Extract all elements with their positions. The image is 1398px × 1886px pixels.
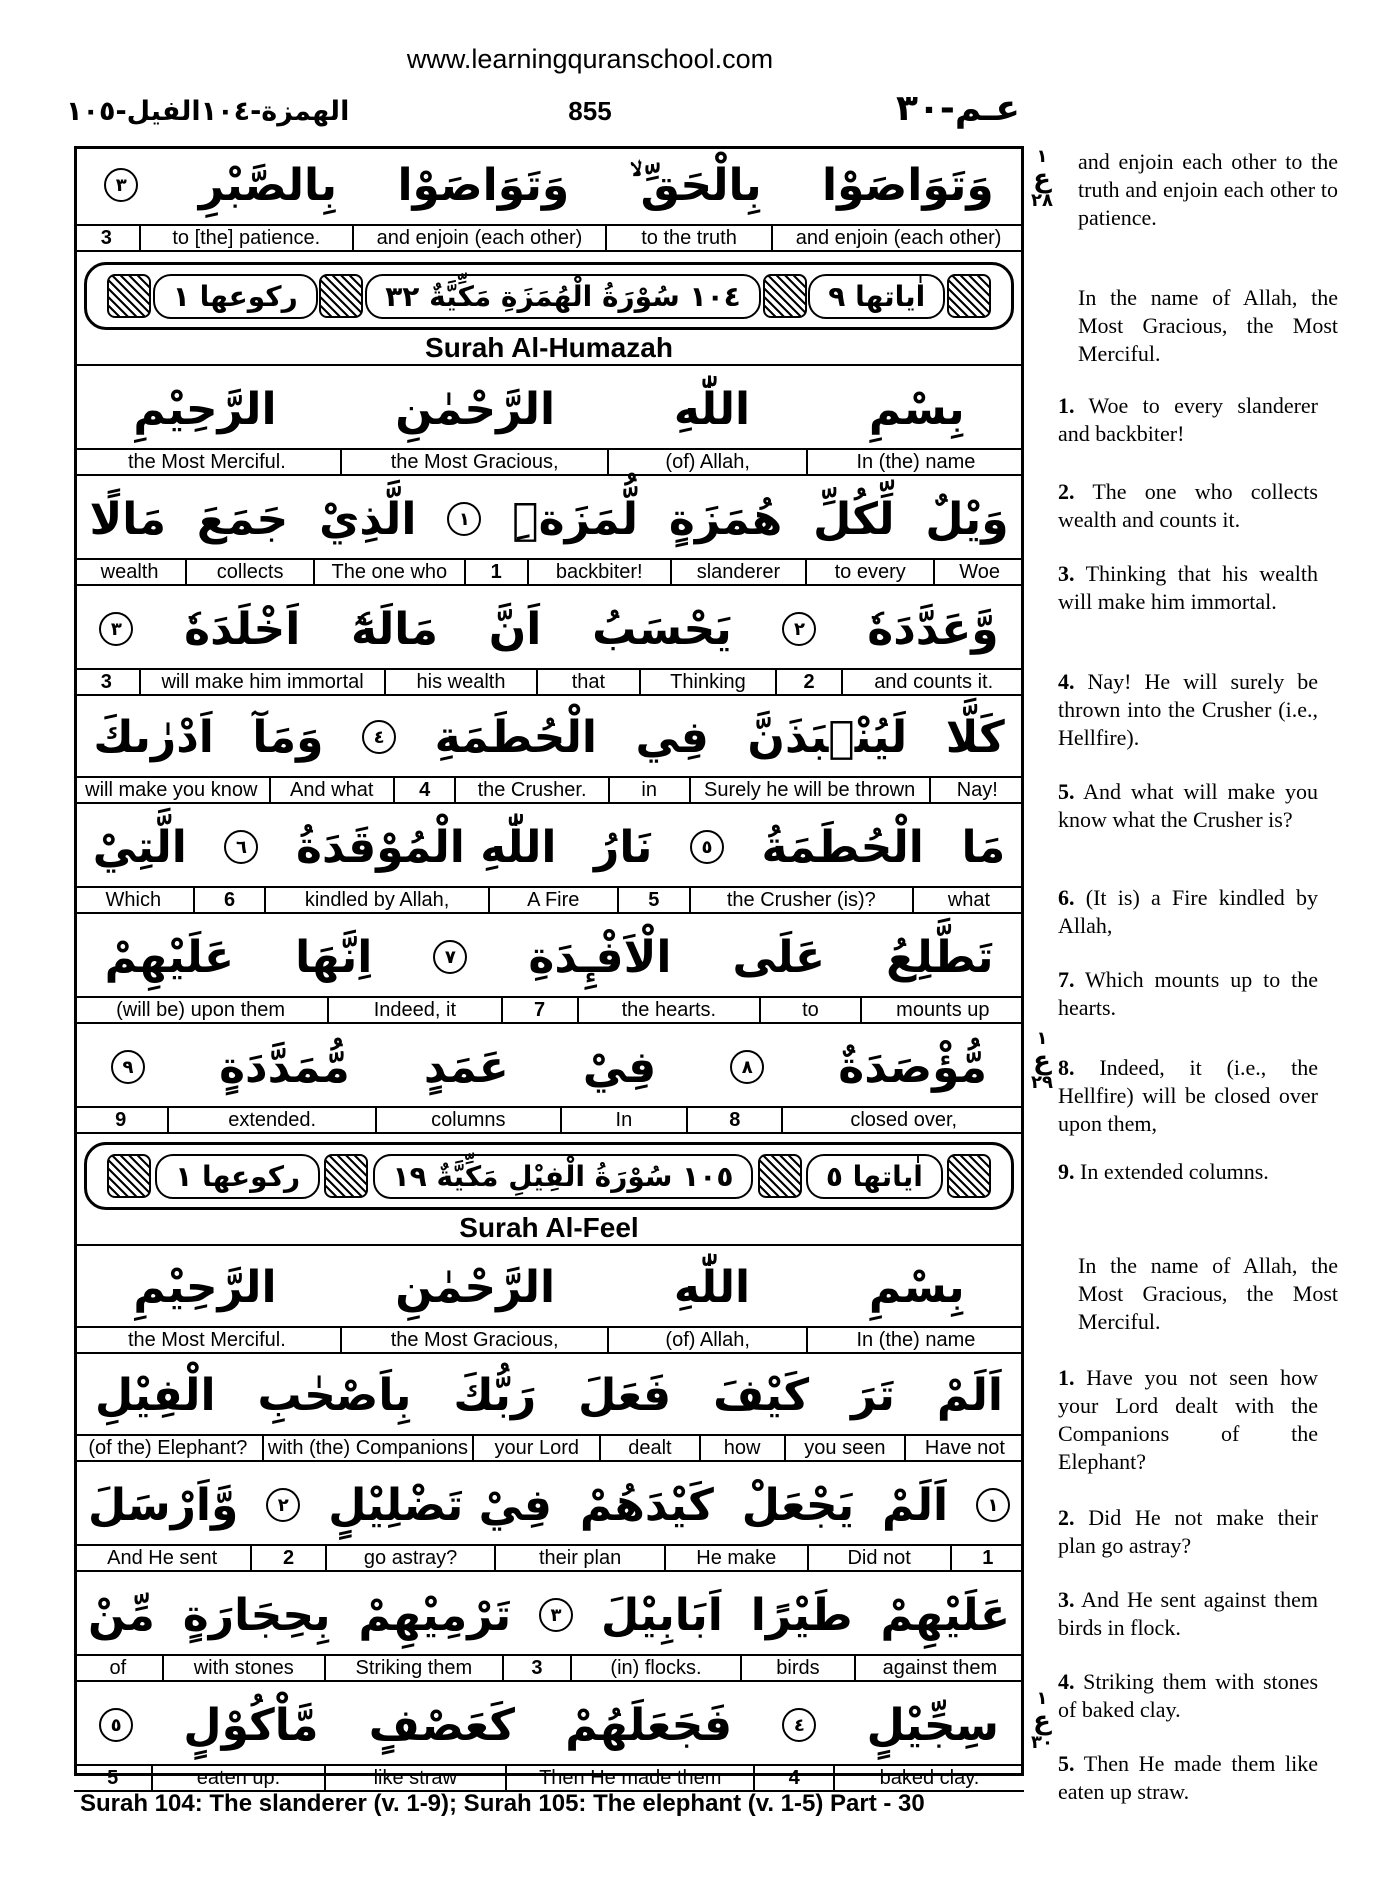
translation-paragraph	[1058, 884, 1318, 940]
english-word: (of the) Elephant?	[88, 1436, 248, 1459]
arabic-word: الْفِيْلِ	[95, 1369, 216, 1421]
translation-paragraph	[1058, 1750, 1318, 1806]
arabic-word: تَرَ	[851, 1369, 895, 1421]
arabic-row	[74, 698, 1024, 776]
arabic-word: عَمَدٍ	[423, 1041, 509, 1093]
english-word: mounts up	[860, 998, 1024, 1022]
english-word: (in) flocks.	[570, 1656, 740, 1680]
english-word: Have not	[904, 1436, 1024, 1460]
english-word: with stones	[162, 1656, 324, 1680]
translation-verse-number: 5.	[1058, 779, 1075, 804]
arabic-row	[74, 1576, 1024, 1654]
ornament-icon	[763, 274, 807, 318]
ayah-number-marker: ٩	[111, 1050, 145, 1084]
arabic-word: مُّمَدَّدَةٍ	[219, 1041, 350, 1093]
translation-verse-number: 3.	[1058, 561, 1075, 586]
translation-text: and enjoin each other to the truth and enjoin each other to patience.	[1078, 149, 1338, 230]
english-word: Did not	[807, 1546, 950, 1570]
english-row	[74, 668, 1024, 696]
verse-number-cell: 4	[753, 1766, 832, 1790]
english-word: He make	[664, 1546, 807, 1570]
english-word: what	[912, 888, 1024, 912]
english-word: And He sent	[107, 1546, 218, 1569]
ayah-number-marker: ٣	[99, 612, 133, 646]
ruku-mark	[1028, 1030, 1056, 1092]
english-word: the Most Gracious,	[340, 450, 608, 474]
english-word: their plan	[494, 1546, 664, 1570]
ornament-icon	[107, 274, 151, 318]
english-word: Striking them	[324, 1656, 502, 1680]
english-word: to [the] patience.	[139, 226, 353, 250]
arabic-word: اِنَّهَا	[295, 931, 373, 983]
english-word: to the truth	[605, 226, 771, 250]
arabic-word: لِّكُلِّ	[813, 493, 895, 545]
english-word: A Fire	[488, 888, 617, 912]
verse-number-cell: 5	[107, 1766, 119, 1789]
arabic-word: بِاَصْحٰبِ	[257, 1369, 412, 1421]
surah-ayat-count: اٰياتها ٩	[808, 274, 945, 319]
verse-number-cell: 3	[100, 670, 112, 693]
english-word: (will be) upon them	[116, 998, 286, 1021]
arabic-word: عَلَيْهِمْ	[880, 1589, 1011, 1641]
arabic-word: رَبُّكَ	[453, 1369, 537, 1421]
ayah-number-marker: ٤	[782, 1708, 816, 1742]
page-number: 855	[568, 96, 612, 126]
arabic-word: هُمَزَةٍ	[668, 493, 783, 545]
english-word: collects	[185, 560, 313, 584]
arabic-word: وَتَوَاصَوْا	[397, 159, 570, 211]
english-row	[74, 996, 1024, 1024]
arabic-word: طَيْرًا	[750, 1589, 853, 1641]
surah-ruku-count: ركوعها ١	[153, 274, 318, 319]
english-word: In (the) name	[806, 1328, 1024, 1352]
arabic-word: مَّاْكُوْلٍ	[183, 1699, 319, 1751]
english-word: (of) Allah,	[607, 450, 805, 474]
ayah-number-marker: ٤	[362, 720, 396, 754]
translation-verse-number: 9.	[1058, 1159, 1075, 1184]
translation-paragraph	[1058, 1504, 1318, 1560]
translation-paragraph	[1058, 1586, 1318, 1642]
ayah-number-marker: ٣	[539, 1598, 573, 1632]
english-word: Then He made them	[505, 1766, 753, 1790]
translation-text: In the name of Allah, the Most Gracious, the Most Merciful.	[1078, 1253, 1338, 1334]
ayah-number-marker: ٣	[104, 168, 138, 202]
arabic-word: يَحْسَبُ	[592, 603, 732, 655]
ornament-icon	[947, 1154, 991, 1198]
translation-paragraph	[1058, 1252, 1338, 1336]
translation-paragraph	[1058, 392, 1318, 448]
english-word: with (the) Companions	[262, 1436, 473, 1460]
translation-paragraph	[1058, 284, 1338, 368]
translation-text: Did He not make their plan go astray?	[1058, 1505, 1318, 1558]
english-word: baked clay.	[833, 1766, 1024, 1790]
arabic-word: مُّؤْصَدَةٌ	[838, 1041, 987, 1093]
english-word: in	[608, 778, 689, 802]
english-word: will make you know	[85, 778, 258, 801]
english-word: Which	[105, 888, 162, 911]
english-word: and enjoin (each other)	[771, 226, 1024, 250]
translation-text: Striking them with stones of baked clay.	[1058, 1669, 1318, 1722]
arabic-word: جَمَعَ	[196, 493, 289, 545]
arabic-word: تَرْمِيْهِمْ	[358, 1589, 512, 1641]
arabic-word: بِسْمِ	[868, 383, 965, 435]
translation-verse-number: 2.	[1058, 1505, 1075, 1530]
ruku-mark-bottom: ٢٩	[1031, 1072, 1053, 1093]
verse-number-cell: 5	[617, 888, 689, 912]
english-word: will make him immortal	[139, 670, 385, 694]
english-word: birds	[740, 1656, 854, 1680]
arabic-word: اَلَمْ	[936, 1369, 1004, 1421]
arabic-word: اللّٰهِ	[673, 383, 751, 435]
translation-verse-number: 1.	[1058, 393, 1075, 418]
english-row	[74, 1544, 1024, 1572]
english-word: and counts it.	[841, 670, 1024, 694]
arabic-word: مَا	[961, 821, 1006, 873]
translation-verse-number: 6.	[1058, 885, 1075, 910]
english-word: closed over,	[781, 1108, 1024, 1132]
english-word: And what	[269, 778, 393, 802]
english-word: eaten up.	[151, 1766, 323, 1790]
arabic-row	[74, 918, 1024, 996]
english-row	[74, 1326, 1024, 1354]
arabic-word: لَيُنْۢبَذَنَّ	[747, 711, 908, 763]
surah-banner	[84, 1142, 1014, 1210]
english-row	[74, 886, 1024, 914]
arabic-word: مَالًا	[89, 493, 167, 545]
english-word: Nay!	[929, 778, 1024, 802]
english-word: the Most Merciful.	[127, 450, 286, 473]
english-word: the Most Merciful.	[127, 1328, 286, 1351]
arabic-word: فَعَلَ	[578, 1369, 672, 1421]
translation-text: Woe to every slanderer and backbiter!	[1058, 393, 1319, 446]
arabic-row	[74, 1028, 1024, 1106]
english-word: you seen	[784, 1436, 904, 1460]
translation-text: And what will make you know what the Crusher is?	[1058, 779, 1318, 832]
english-word: Thinking	[639, 670, 774, 694]
verse-number-cell: 7	[501, 998, 577, 1022]
verse-number-cell: 9	[115, 1108, 127, 1131]
translation-paragraph	[1058, 1668, 1318, 1724]
ayah-number-marker: ٥	[690, 830, 724, 864]
surah-names-header: الهمزة-١٠٤الفيل-١٠٥	[66, 96, 350, 127]
arabic-word: بِسْمِ	[868, 1261, 965, 1313]
english-row	[74, 1654, 1024, 1682]
translation-text: Thinking that his wealth will make him immortal.	[1058, 561, 1319, 614]
translation-text: Have you not seen how your Lord dealt with the Companions of the Elephant?	[1058, 1365, 1318, 1474]
translation-text: And He sent against them birds in flock.	[1058, 1587, 1318, 1640]
verse-number-cell: 1	[950, 1546, 1024, 1570]
translation-verse-number: 3.	[1058, 1587, 1075, 1612]
ruku-mark-mid: ١	[1036, 1028, 1048, 1049]
english-word: how	[699, 1436, 784, 1460]
ruku-mark-bottom: ٣٠	[1031, 1732, 1053, 1753]
arabic-word: تَطَّلِعُ	[886, 931, 994, 983]
english-word: against them	[854, 1656, 1024, 1680]
ruku-mark-top: ع	[1033, 1046, 1051, 1076]
arabic-word: الرَّحْمٰنِ	[395, 383, 556, 435]
arabic-word: الْحُطَمَةِ	[434, 711, 597, 763]
ornament-icon	[947, 274, 991, 318]
arabic-word: نَارُ	[594, 821, 653, 873]
english-word: to	[759, 998, 860, 1022]
translation-verse-number: 5.	[1058, 1751, 1075, 1776]
arabic-row	[74, 808, 1024, 886]
translation-paragraph	[1058, 148, 1338, 232]
arabic-word: عَلَى	[732, 931, 826, 983]
translation-text: In the name of Allah, the Most Gracious, the Most Merciful.	[1078, 285, 1338, 366]
arabic-word: عَلَيْهِمْ	[104, 931, 235, 983]
translation-verse-number: 8.	[1058, 1055, 1075, 1080]
translation-text: Nay! He will surely be thrown into the Crusher (i.e., Hellfire).	[1058, 669, 1319, 750]
surah-name-arabic: ١٠٤ سُوْرَةُ الْهُمَزَةِ مَكِّيَّةٌ ٣٢	[365, 274, 761, 319]
translation-paragraph	[1058, 668, 1318, 752]
verse-number-cell: 2	[775, 670, 842, 694]
arabic-row	[74, 146, 1024, 224]
arabic-word: اَلَمْ	[882, 1479, 949, 1531]
arabic-word: بِحِجَارَةٍ	[182, 1589, 331, 1641]
surah-title: Surah Al-Humazah	[74, 332, 1024, 366]
english-word: Surely he will be thrown	[689, 778, 929, 802]
translation-verse-number: 4.	[1058, 669, 1075, 694]
arabic-word: الرَّحِيْمِ	[133, 1261, 277, 1313]
verse-number-cell: 8	[686, 1108, 781, 1132]
arabic-word: الْحُطَمَةُ	[761, 821, 924, 873]
arabic-word: الَّتِيْ	[92, 821, 187, 873]
english-word: the Most Gracious,	[340, 1328, 608, 1352]
translation-verse-number: 4.	[1058, 1669, 1075, 1694]
arabic-word: سِجِّيْلٍ	[866, 1699, 999, 1751]
ruku-mark-bottom: ٢٨	[1031, 190, 1053, 211]
arabic-row	[74, 370, 1024, 448]
arabic-word: الرَّحِيْمِ	[133, 383, 277, 435]
arabic-word: فِيْ	[582, 1041, 657, 1093]
arabic-word: كَيْدَهُمْ	[579, 1479, 714, 1531]
english-word: the Crusher (is)?	[689, 888, 912, 912]
ayah-number-marker: ٦	[224, 830, 258, 864]
page-footer: Surah 104: The slanderer (v. 1-9); Surah 105: The elephant (v. 1-5) Part - 30	[80, 1790, 925, 1817]
arabic-word: كَلَّا	[945, 711, 1005, 763]
ruku-mark	[1028, 1690, 1056, 1752]
surah-banner	[84, 262, 1014, 330]
translation-text: Which mounts up to the hearts.	[1058, 967, 1318, 1020]
translation-paragraph	[1058, 1364, 1318, 1476]
arabic-word: يَجْعَلْ	[741, 1479, 855, 1531]
translation-verse-number: 2.	[1058, 479, 1075, 504]
english-word: the Crusher.	[454, 778, 607, 802]
arabic-word: كَيْفَ	[713, 1369, 810, 1421]
ayah-number-marker: ٨	[730, 1050, 764, 1084]
english-word: wealth	[100, 560, 159, 583]
ayah-number-marker: ٥	[99, 1708, 133, 1742]
english-row	[74, 1434, 1024, 1462]
english-word: that	[536, 670, 640, 694]
ruku-mark	[1028, 148, 1056, 210]
arabic-word: الْاَفْـِٕدَةِ	[528, 931, 672, 983]
surah-ayat-count: اٰياتها ٥	[806, 1154, 943, 1199]
arabic-word: لُّمَزَةِۨ	[512, 493, 638, 545]
arabic-word: اَدْرٰىكَ	[93, 711, 214, 763]
ornament-icon	[758, 1154, 802, 1198]
ayah-number-marker: ١	[447, 502, 481, 536]
english-word: kindled by Allah,	[264, 888, 487, 912]
arabic-word: وَّعَدَّدَهٗ	[867, 603, 999, 655]
arabic-word: اَبَابِيْلَ	[600, 1589, 723, 1641]
arabic-row	[74, 1248, 1024, 1326]
english-word: your Lord	[472, 1436, 599, 1460]
verse-number-cell: 4	[393, 778, 455, 802]
arabic-row	[74, 1466, 1024, 1544]
english-word: dealt	[599, 1436, 698, 1460]
ornament-icon	[319, 274, 363, 318]
translation-text: The one who collects wealth and counts it.	[1058, 479, 1318, 532]
arabic-row	[74, 480, 1024, 558]
ayah-number-marker: ٧	[433, 940, 467, 974]
arabic-row	[74, 1686, 1024, 1764]
translation-paragraph	[1058, 560, 1318, 616]
arabic-word: وَّاَرْسَلَ	[88, 1479, 239, 1531]
arabic-word: اللّٰهِ	[673, 1261, 751, 1313]
english-word: the hearts.	[577, 998, 759, 1022]
english-word: to every	[805, 560, 933, 584]
english-row	[74, 558, 1024, 586]
english-word: columns	[375, 1108, 560, 1132]
ruku-mark-mid: ١	[1036, 1688, 1048, 1709]
verse-number-cell: 3	[100, 226, 112, 249]
translation-text: Indeed, it (i.e., the Hellfire) will be closed over upon them,	[1058, 1055, 1318, 1136]
arabic-word: فِيْ تَضْلِيْلٍ	[328, 1479, 552, 1531]
ornament-icon	[324, 1154, 368, 1198]
translation-paragraph	[1058, 966, 1318, 1022]
translation-text: Then He made them like eaten up straw.	[1058, 1751, 1318, 1804]
arabic-word: مِّنْ	[88, 1589, 155, 1641]
translation-paragraph	[1058, 1158, 1318, 1186]
ayah-number-marker: ٢	[782, 612, 816, 646]
english-word: and enjoin (each other)	[352, 226, 605, 250]
english-word: go astray?	[325, 1546, 495, 1570]
arabic-word: فِي	[635, 711, 709, 763]
arabic-word: الَّذِيْ	[319, 493, 417, 545]
arabic-word: بِالْحَقِّ ۙ	[629, 159, 762, 211]
arabic-word: فَجَعَلَهُمْ	[565, 1699, 733, 1751]
arabic-word: وَمَآ	[252, 711, 324, 763]
ruku-mark-mid: ١	[1036, 146, 1048, 167]
ayah-number-marker: ١	[976, 1488, 1010, 1522]
english-word: (of) Allah,	[607, 1328, 805, 1352]
english-word: slanderer	[670, 560, 805, 584]
arabic-row	[74, 590, 1024, 668]
arabic-word: كَعَصْفٍ	[368, 1699, 515, 1751]
surah-name-arabic: ١٠٥ سُوْرَةُ الْفِيْلِ مَكِّيَّةٌ ١٩	[373, 1154, 754, 1199]
english-row	[74, 1764, 1024, 1792]
website-url: www.learningquranschool.com	[406, 44, 774, 74]
juz-label: عـم-٣٠	[895, 88, 1020, 129]
translation-verse-number: 1.	[1058, 1365, 1075, 1390]
english-row	[74, 776, 1024, 804]
english-word: extended.	[167, 1108, 375, 1132]
arabic-word: اَخْلَدَهٗ	[184, 603, 301, 655]
translation-paragraph	[1058, 1054, 1318, 1138]
arabic-word: وَيْلٌ	[925, 493, 1009, 545]
translation-verse-number: 7.	[1058, 967, 1075, 992]
arabic-row	[74, 1356, 1024, 1434]
english-word: Woe	[933, 560, 1024, 584]
translation-text: (It is) a Fire kindled by Allah,	[1058, 885, 1318, 938]
arabic-word: بِالصَّبْرِ	[198, 159, 338, 211]
surah-ruku-count: ركوعها ١	[155, 1154, 320, 1199]
verse-number-cell: 6	[193, 888, 265, 912]
verse-number-cell: 2	[250, 1546, 324, 1570]
english-row	[74, 448, 1024, 476]
translation-text: In extended columns.	[1080, 1159, 1269, 1184]
english-word: In (the) name	[806, 450, 1024, 474]
surah-title: Surah Al-Feel	[74, 1212, 1024, 1246]
ruku-mark-top: ع	[1033, 1706, 1051, 1736]
english-word: his wealth	[384, 670, 535, 694]
verse-number-cell: 1	[464, 560, 527, 584]
english-word: backbiter!	[527, 560, 670, 584]
ayah-number-marker: ٢	[266, 1488, 300, 1522]
arabic-word: مَالَهٗٓ	[351, 603, 438, 655]
english-row	[74, 224, 1024, 252]
english-word: The one who	[313, 560, 463, 584]
arabic-word: الرَّحْمٰنِ	[395, 1261, 556, 1313]
translation-paragraph	[1058, 478, 1318, 534]
arabic-word: اللّٰهِ الْمُوْقَدَةُ	[296, 821, 557, 873]
english-word: Indeed, it	[327, 998, 500, 1022]
verse-number-cell: 3	[502, 1656, 570, 1680]
ornament-icon	[107, 1154, 151, 1198]
english-row	[74, 1106, 1024, 1134]
english-word: like straw	[324, 1766, 506, 1790]
arabic-word: اَنَّ	[488, 603, 542, 655]
english-word: In	[560, 1108, 687, 1132]
ruku-mark-top: ع	[1033, 164, 1051, 194]
translation-paragraph	[1058, 778, 1318, 834]
arabic-word: وَتَوَاصَوْا	[822, 159, 994, 211]
english-word: of	[109, 1656, 127, 1679]
